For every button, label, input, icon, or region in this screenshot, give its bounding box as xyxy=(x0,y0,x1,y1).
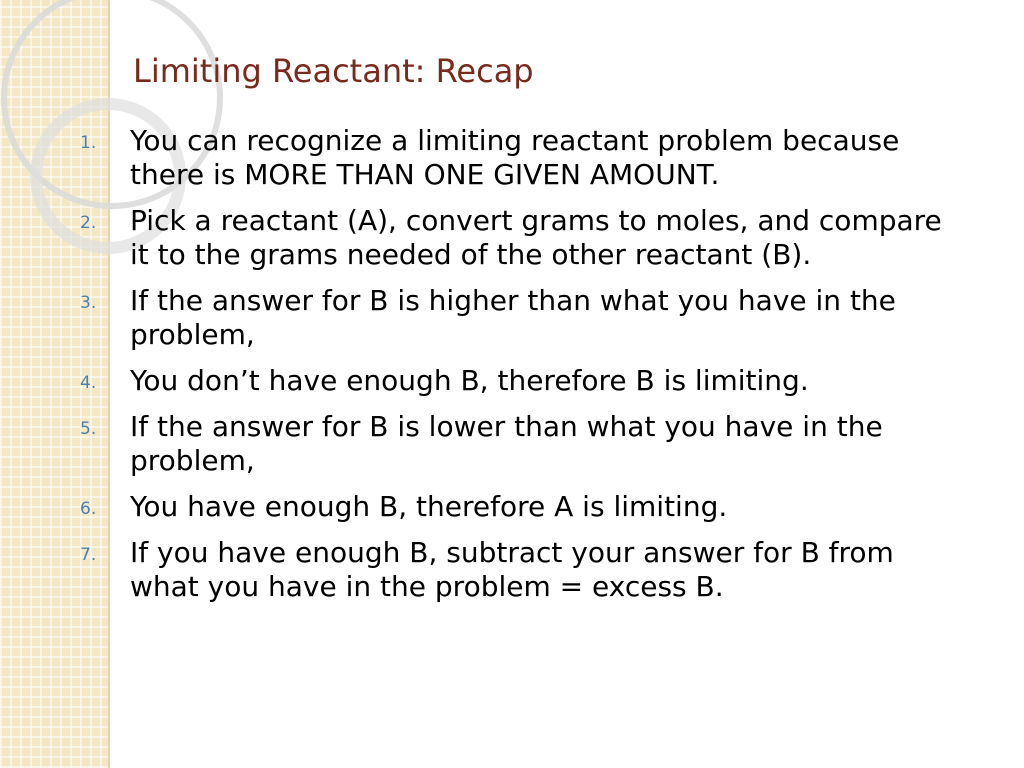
item-number: 4. xyxy=(80,373,97,393)
item-text: You don’t have enough B, therefore B is limiting. xyxy=(130,364,809,397)
recap-list xyxy=(80,124,960,616)
item-text: If the answer for B is lower than what you have in the problem, xyxy=(130,410,883,477)
item-number: 5. xyxy=(80,419,97,439)
list-item xyxy=(80,536,960,604)
item-text: Pick a reactant (A), convert grams to moles, and compare it to the grams needed of the other reactant (B). xyxy=(130,204,942,271)
list-item xyxy=(80,364,960,398)
item-text: You have enough B, therefore A is limiting. xyxy=(130,490,728,523)
list-item xyxy=(80,284,960,352)
item-number: 1. xyxy=(80,133,97,153)
item-text: If the answer for B is higher than what you have in the problem, xyxy=(130,284,896,351)
item-text: You can recognize a limiting reactant problem because there is MORE THAN ONE GIVEN AMOUNT. xyxy=(130,124,900,191)
list-item xyxy=(80,204,960,272)
item-number: 6. xyxy=(80,499,97,519)
slide-title: Limiting Reactant: Recap xyxy=(133,52,534,90)
list-item xyxy=(80,490,960,524)
item-number: 3. xyxy=(80,293,97,313)
list-item xyxy=(80,410,960,478)
list-item xyxy=(80,124,960,192)
item-number: 7. xyxy=(80,545,97,565)
item-text: If you have enough B, subtract your answer for B from what you have in the problem = excess B. xyxy=(130,536,894,603)
item-number: 2. xyxy=(80,213,97,233)
